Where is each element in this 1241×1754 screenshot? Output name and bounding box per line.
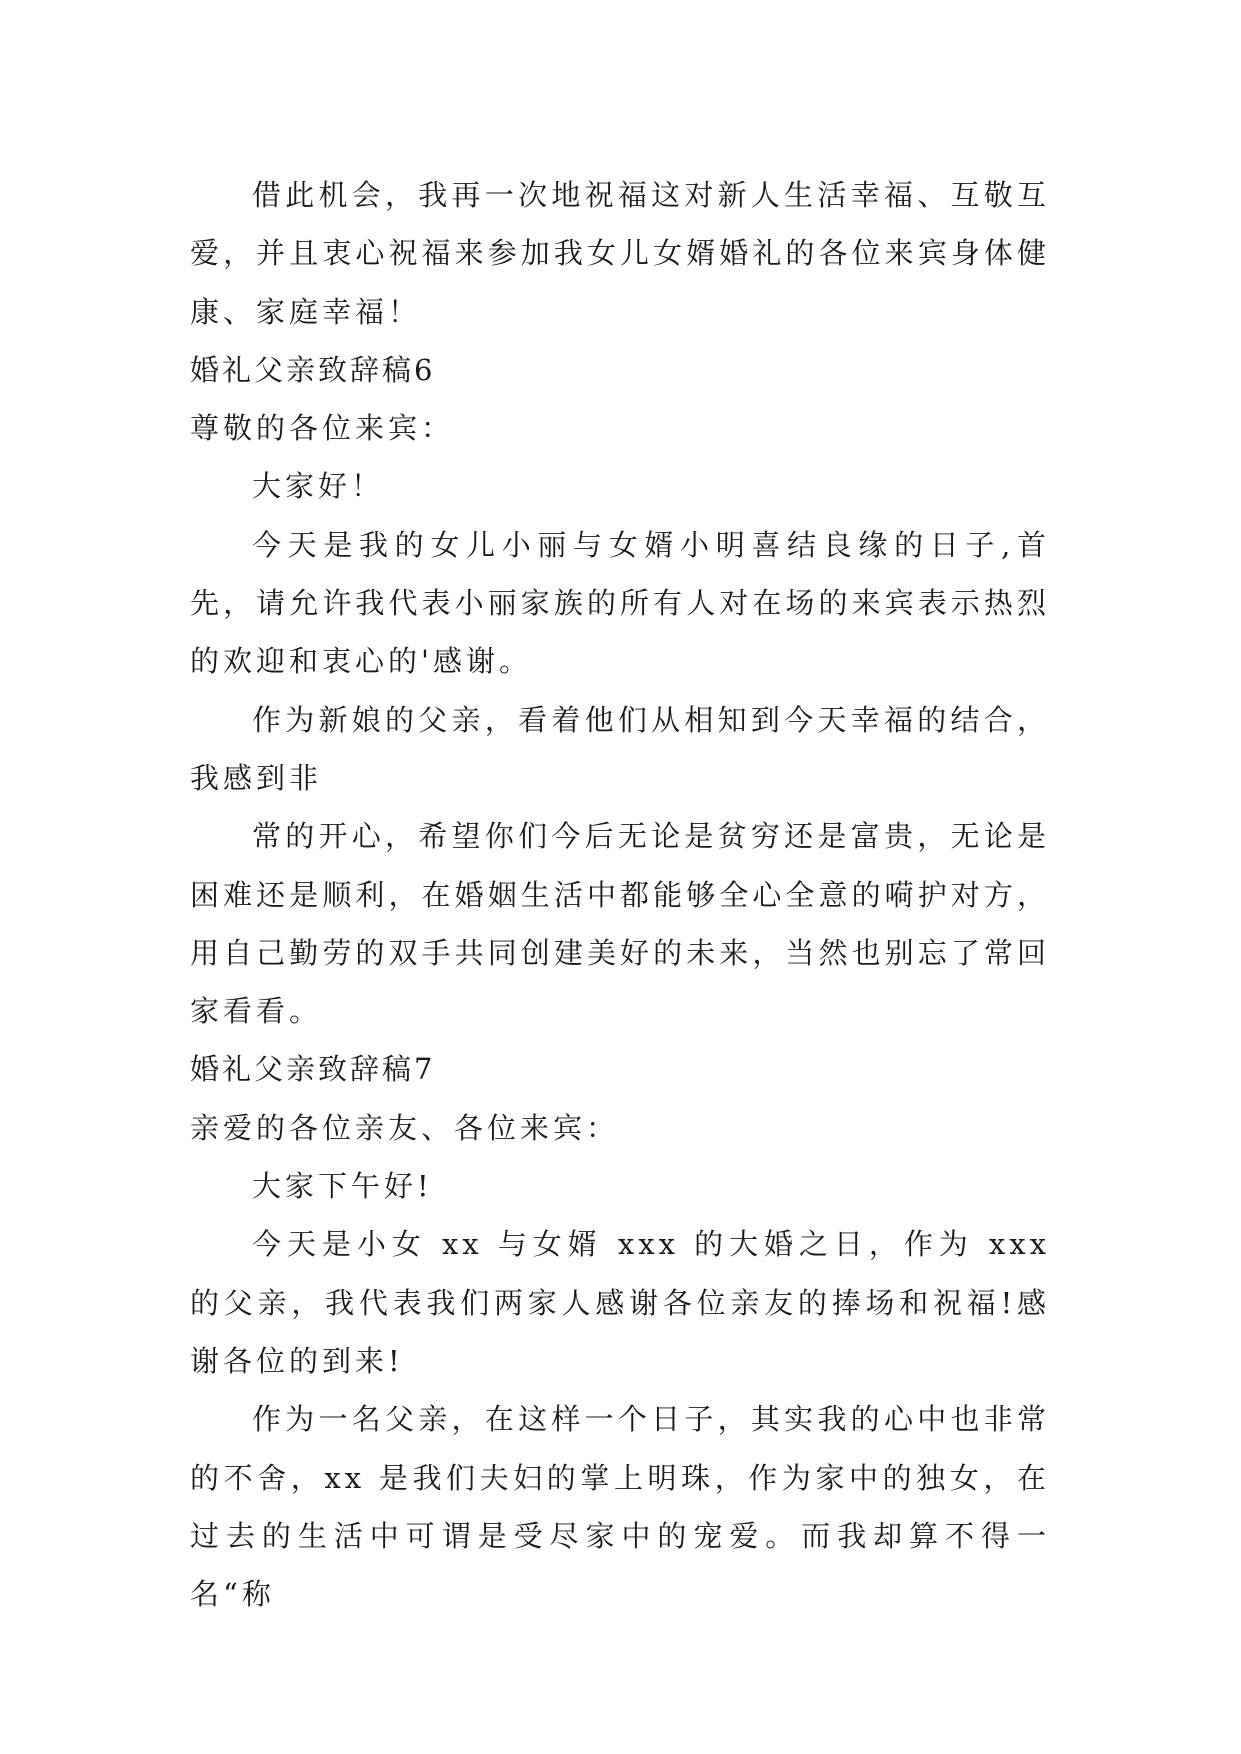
salutation-7: 亲爱的各位亲友、各位来宾： <box>190 1110 620 1145</box>
paragraph-welcome: 今天是我的女儿小丽与女婿小明喜结良缘的日子,首先，请允许我代表小丽家族的所有人对在场的来宾表示热烈的欢迎和衷心的'感谢。 <box>190 527 1050 679</box>
greeting-6: 大家好！ <box>252 469 385 504</box>
paragraph-father-feelings: 作为新娘的父亲，看着他们从相知到今天幸福的结合，我感到非 <box>190 702 1050 795</box>
paragraph-blessing: 借此机会，我再一次地祝福这对新人生活幸福、互敬互爱，并且衷心祝福来参加我女儿女婿婚礼的各位来宾身体健康、家庭幸福！ <box>190 178 1050 329</box>
section-heading-6: 婚礼父亲致辞稿6 <box>190 352 436 387</box>
greeting-7: 大家下午好! <box>252 1169 433 1204</box>
paragraph-wishes: 常的开心，希望你们今后无论是贫穷还是富贵，无论是困难还是顺利，在婚姻生活中都能够全心全意的嗬护对方，用自己勤劳的双手共同创建美好的未来，当然也别忘了常回家看看。 <box>190 819 1050 1029</box>
paragraph-reluctance: 作为一名父亲，在这样一个日子，其实我的心中也非常的不舍，xx 是我们夫妇的掌上明珠，作为家中的独女，在过去的生活中可谓是受尽家中的宠爱。而我却算不得一名“称 <box>190 1402 1050 1612</box>
section-heading-7: 婚礼父亲致辞稿7 <box>190 1052 436 1087</box>
salutation-6: 尊敬的各位来宾： <box>190 411 455 446</box>
document-body <box>190 166 1050 1623</box>
paragraph-thanks: 今天是小女 xx 与女婿 xxx 的大婚之日，作为 xxx 的父亲，我代表我们两家人感谢各位亲友的捧场和祝福!感谢各位的到来! <box>190 1227 1050 1378</box>
